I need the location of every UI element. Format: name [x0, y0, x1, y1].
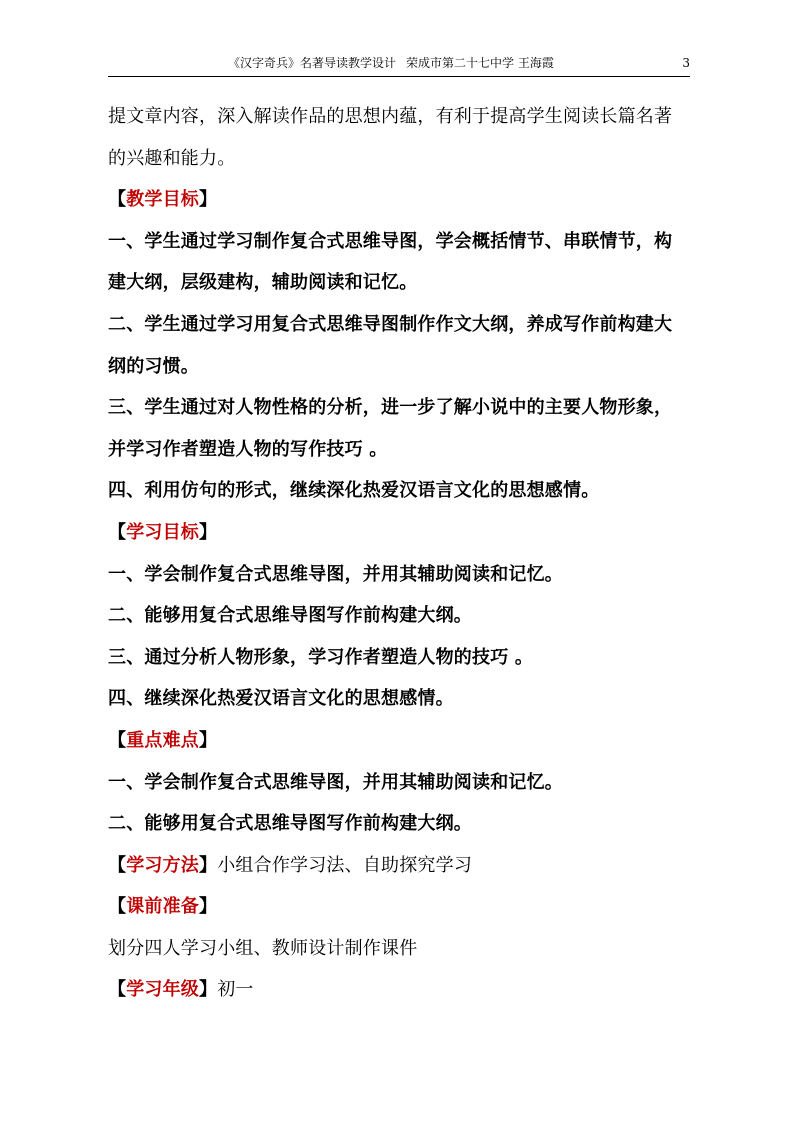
key-points-heading-text: 重点难点 [126, 729, 200, 751]
intro-line-2: 的兴趣和能力。 [108, 147, 236, 169]
learning-method-heading-text: 学习方法 [126, 854, 200, 876]
preparation-text: 划分四人学习小组、教师设计制作课件 [108, 937, 418, 959]
author-info: 荣成市第二十七中学 王海霞 [406, 56, 554, 70]
section-heading-preparation: 【课前准备】 [108, 896, 218, 918]
teaching-goals-heading-text: 教学目标 [126, 189, 200, 211]
learning-goal-line-4: 四、继续深化热爱汉语言文化的思想感情。 [108, 688, 454, 710]
grade-line: 【学习年级】初一 [108, 979, 254, 1001]
teaching-goal-line-5: 三、学生通过对人物性格的分析，进一步了解小说中的主要人物形象， [108, 397, 673, 419]
teaching-goal-line-7: 四、利用仿句的形式，继续深化热爱汉语言文化的思想感情。 [108, 480, 600, 502]
page-number: 3 [682, 56, 690, 70]
section-heading-key-points: 【重点难点】 [108, 729, 218, 751]
header-text [228, 54, 554, 72]
teaching-goal-line-2: 建大纲，层级建构，辅助阅读和记忆。 [108, 272, 418, 294]
teaching-goal-line-3: 二、学生通过学习用复合式思维导图制作作文大纲，养成写作前构建大 [108, 313, 673, 335]
learning-goal-line-1: 一、学会制作复合式思维导图，并用其辅助阅读和记忆。 [108, 563, 563, 585]
grade-heading-text: 学习年级 [126, 979, 200, 1001]
key-point-line-1: 一、学会制作复合式思维导图，并用其辅助阅读和记忆。 [108, 771, 563, 793]
grade-text: 初一 [217, 979, 254, 1001]
preparation-heading-text: 课前准备 [126, 896, 200, 918]
learning-goals-heading-text: 学习目标 [126, 521, 200, 543]
learning-goal-line-3: 三、通过分析人物形象，学习作者塑造人物的技巧 。 [108, 646, 534, 668]
learning-method-text: 小组合作学习法、自助探究学习 [217, 854, 473, 876]
intro-line-1: 提文章内容，深入解读作品的思想内蕴，有利于提高学生阅读长篇名著 [108, 106, 673, 127]
section-heading-learning-goals: 【学习目标】 [108, 521, 218, 543]
page-header [108, 54, 690, 77]
teaching-goal-line-1: 一、学生通过学习制作复合式思维导图，学会概括情节、串联情节，构 [108, 230, 673, 252]
teaching-goal-line-6: 并学习作者塑造人物的写作技巧 。 [108, 438, 388, 460]
key-point-line-2: 二、能够用复合式思维导图写作前构建大纲。 [108, 813, 472, 835]
document-body [108, 96, 692, 1011]
teaching-goal-line-4: 纲的习惯。 [108, 355, 199, 377]
learning-goal-line-2: 二、能够用复合式思维导图写作前构建大纲。 [108, 605, 472, 627]
learning-method-line: 【学习方法】小组合作学习法、自助探究学习 [108, 854, 473, 876]
section-heading-teaching-goals: 【教学目标】 [108, 189, 218, 211]
document-title: 《汉字奇兵》名著导读教学设计 [228, 56, 397, 70]
